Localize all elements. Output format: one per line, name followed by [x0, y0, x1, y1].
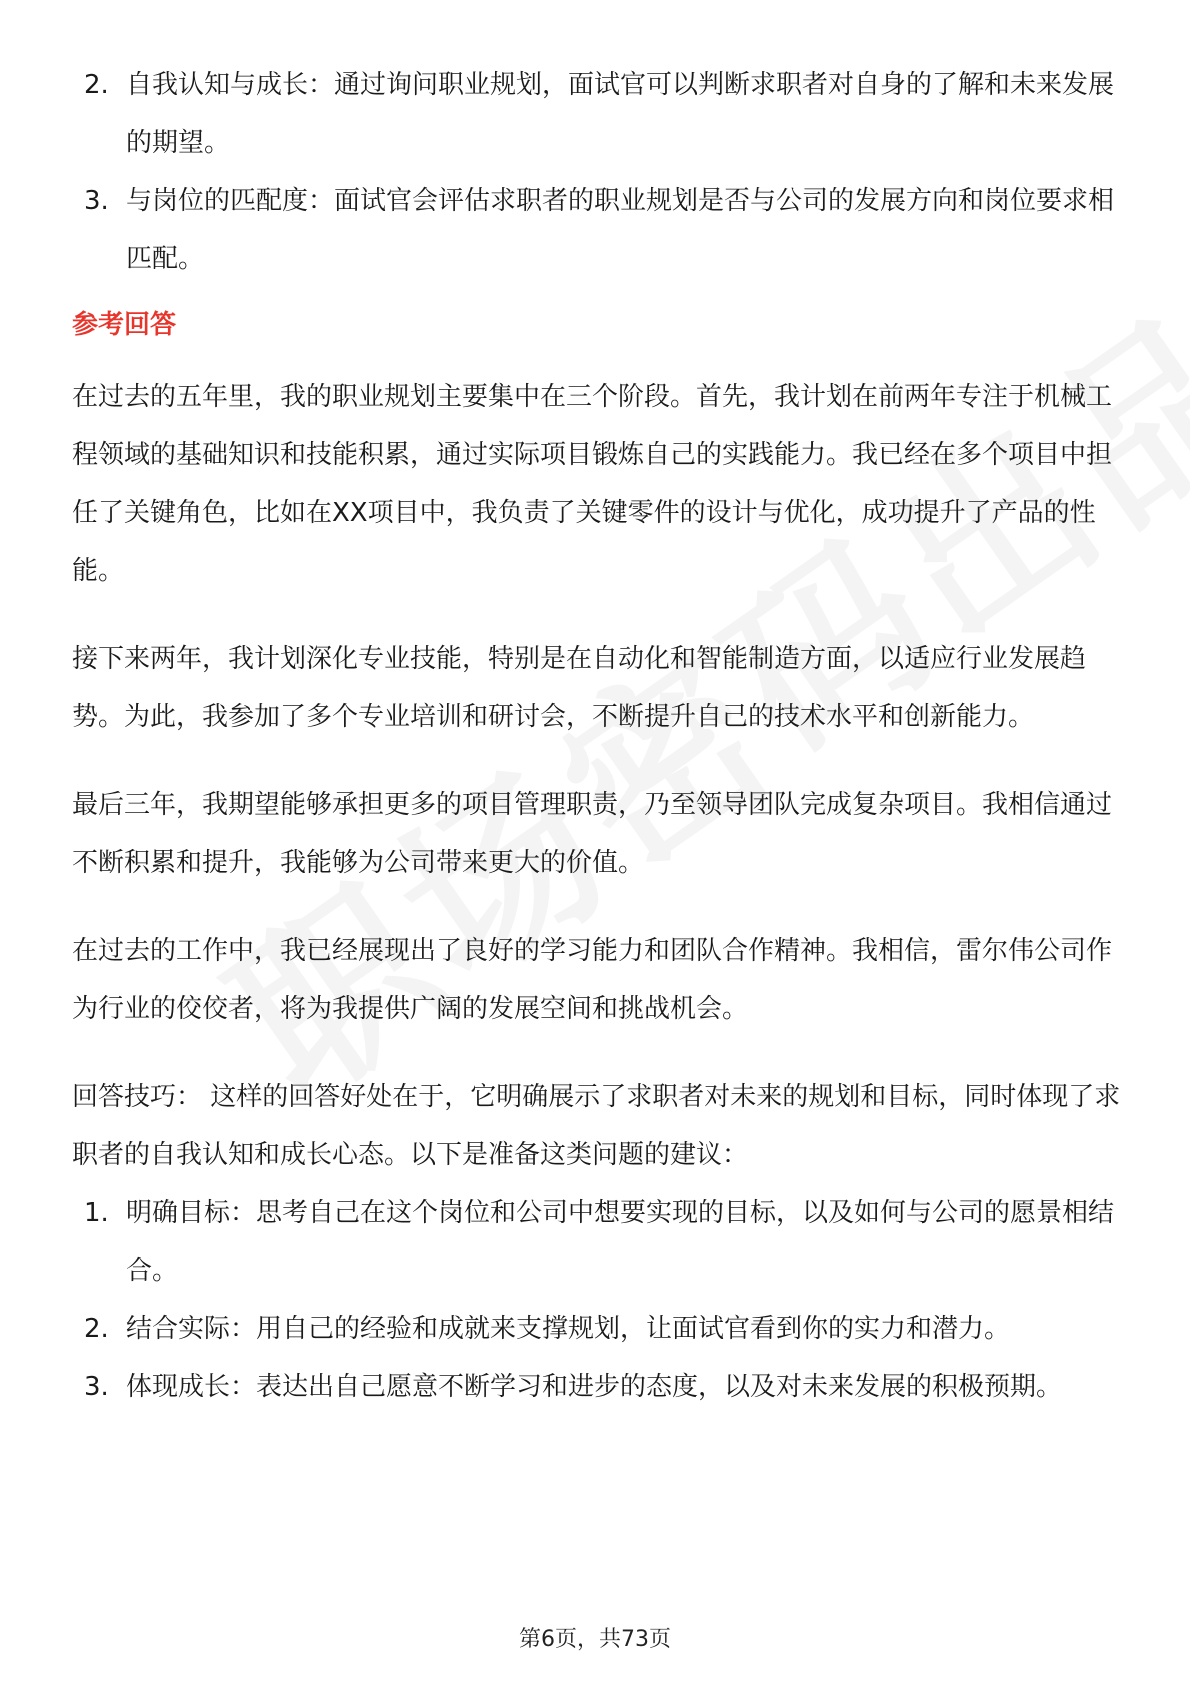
tips-list [72, 1184, 1122, 1416]
page-footer: 第6页，共73页 [519, 1627, 671, 1652]
section-heading: 参考回答 [72, 310, 177, 340]
list-item: 2. 自我认知与成长：通过询问职业规划，面试官可以判断求职者对自身的了解和未来发展的期望。 [84, 70, 1115, 158]
paragraph: 在过去的五年里，我的职业规划主要集中在三个阶段。首先，我计划在前两年专注于机械工程领域的基础知识和技能积累，通过实际项目锻炼自己的实践能力。我已经在多个项目中担任了关键角色，比如在XX项目中，我负责了关键零件的设计与优化，成功提升了产品的性能。 [72, 382, 1113, 586]
list-item: 3. 体现成长：表达出自己愿意不断学习和进步的态度，以及对未来发展的积极预期。 [84, 1372, 1063, 1402]
list-item: 2. 结合实际：用自己的经验和成就来支撑规划，让面试官看到你的实力和潜力。 [84, 1314, 1011, 1344]
list-item: 1. 明确目标：思考自己在这个岗位和公司中想要实现的目标，以及如何与公司的愿景相结合。 [84, 1198, 1115, 1286]
list-item: 3. 与岗位的匹配度：面试官会评估求职者的职业规划是否与公司的发展方向和岗位要求相匹配。 [84, 186, 1115, 274]
paragraph: 在过去的工作中，我已经展现出了良好的学习能力和团队合作精神。我相信，雷尔伟公司作为行业的佼佼者，将为我提供广阔的发展空间和挑战机会。 [72, 936, 1113, 1024]
intro-list [72, 56, 1122, 288]
paragraph: 最后三年，我期望能够承担更多的项目管理职责，乃至领导团队完成复杂项目。我相信通过不断积累和提升，我能够为公司带来更大的价值。 [72, 790, 1113, 878]
document-body [72, 56, 1122, 1416]
paragraph: 接下来两年，我计划深化专业技能，特别是在自动化和智能制造方面，以适应行业发展趋势。为此，我参加了多个专业培训和研讨会，不断提升自己的技术水平和创新能力。 [72, 644, 1087, 732]
tips-intro: 回答技巧： 这样的回答好处在于，它明确展示了求职者对未来的规划和目标，同时体现了求职者的自我认知和成长心态。以下是准备这类问题的建议： [72, 1082, 1121, 1170]
